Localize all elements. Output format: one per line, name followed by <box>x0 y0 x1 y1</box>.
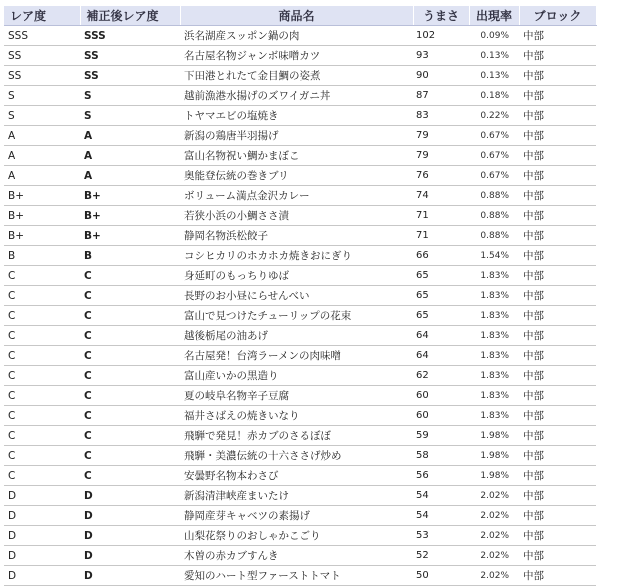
appearance-rate-cell: 1.83% <box>469 306 519 326</box>
appearance-rate-cell: 0.67% <box>469 126 519 146</box>
taste-cell: 52 <box>413 546 469 566</box>
block-cell: 中部 <box>519 266 596 286</box>
block-cell: 中部 <box>519 466 596 486</box>
block-cell: 中部 <box>519 186 596 206</box>
corrected-rarity-cell: S <box>80 106 180 126</box>
product-name-cell: 名古屋発！台湾ラーメンの肉味噌 <box>180 346 413 366</box>
taste-cell: 56 <box>413 466 469 486</box>
appearance-rate-cell: 2.02% <box>469 506 519 526</box>
rarity-cell: C <box>4 426 80 446</box>
appearance-rate-cell: 0.22% <box>469 106 519 126</box>
product-name-cell: 新潟清津峡産まいたけ <box>180 486 413 506</box>
appearance-rate-cell: 0.67% <box>469 166 519 186</box>
taste-cell: 62 <box>413 366 469 386</box>
corrected-rarity-cell: A <box>80 146 180 166</box>
rarity-cell: B+ <box>4 206 80 226</box>
taste-cell: 65 <box>413 306 469 326</box>
rarity-cell: D <box>4 526 80 546</box>
appearance-rate-cell: 2.02% <box>469 486 519 506</box>
taste-cell: 60 <box>413 386 469 406</box>
corrected-rarity-cell: D <box>80 526 180 546</box>
product-name-cell: 愛知のハート型ファーストトマト <box>180 566 413 586</box>
product-name-cell: 浜名湖産スッポン鍋の肉 <box>180 26 413 46</box>
taste-cell: 54 <box>413 486 469 506</box>
rarity-cell: B <box>4 246 80 266</box>
table-row <box>4 426 596 446</box>
block-cell: 中部 <box>519 546 596 566</box>
table-row <box>4 166 596 186</box>
product-name-cell: 越前漁港水揚げのズワイガニ丼 <box>180 86 413 106</box>
appearance-rate-cell: 1.54% <box>469 246 519 266</box>
product-name-cell: 木曽の赤カブすんき <box>180 546 413 566</box>
taste-cell: 71 <box>413 226 469 246</box>
rarity-cell: C <box>4 346 80 366</box>
block-cell: 中部 <box>519 226 596 246</box>
block-cell: 中部 <box>519 446 596 466</box>
product-name-cell: 静岡産芽キャベツの素揚げ <box>180 506 413 526</box>
corrected-rarity-cell: SSS <box>80 26 180 46</box>
table-row <box>4 206 596 226</box>
product-name-cell: 身延町のもっちりゆば <box>180 266 413 286</box>
rarity-cell: D <box>4 566 80 586</box>
product-name-cell: 富山産いかの黒造り <box>180 366 413 386</box>
corrected-rarity-cell: C <box>80 386 180 406</box>
rarity-cell: C <box>4 406 80 426</box>
block-cell: 中部 <box>519 526 596 546</box>
header-rarity[interactable]: レア度 <box>4 6 80 26</box>
taste-cell: 60 <box>413 406 469 426</box>
taste-cell: 71 <box>413 206 469 226</box>
appearance-rate-cell: 0.67% <box>469 146 519 166</box>
header-corrected-rarity[interactable]: 補正後レア度 <box>80 6 180 26</box>
table-row <box>4 86 596 106</box>
block-cell: 中部 <box>519 246 596 266</box>
header-product-name[interactable]: 商品名 <box>180 6 413 26</box>
product-name-cell: 奥能登伝統の巻きブリ <box>180 166 413 186</box>
taste-cell: 54 <box>413 506 469 526</box>
rarity-cell: B+ <box>4 186 80 206</box>
table-row <box>4 466 596 486</box>
taste-cell: 90 <box>413 66 469 86</box>
taste-cell: 64 <box>413 346 469 366</box>
table-row <box>4 266 596 286</box>
corrected-rarity-cell: A <box>80 166 180 186</box>
table-row <box>4 106 596 126</box>
corrected-rarity-cell: SS <box>80 66 180 86</box>
table-row <box>4 146 596 166</box>
block-cell: 中部 <box>519 566 596 586</box>
table-row <box>4 346 596 366</box>
corrected-rarity-cell: C <box>80 266 180 286</box>
appearance-rate-cell: 1.83% <box>469 266 519 286</box>
rarity-cell: D <box>4 486 80 506</box>
rarity-table <box>4 6 597 586</box>
product-name-cell: 静岡名物浜松餃子 <box>180 226 413 246</box>
block-cell: 中部 <box>519 206 596 226</box>
appearance-rate-cell: 2.02% <box>469 526 519 546</box>
table-row <box>4 446 596 466</box>
block-cell: 中部 <box>519 406 596 426</box>
block-cell: 中部 <box>519 366 596 386</box>
block-cell: 中部 <box>519 26 596 46</box>
taste-cell: 65 <box>413 266 469 286</box>
block-cell: 中部 <box>519 346 596 366</box>
block-cell: 中部 <box>519 386 596 406</box>
block-cell: 中部 <box>519 106 596 126</box>
rarity-cell: SSS <box>4 26 80 46</box>
taste-cell: 64 <box>413 326 469 346</box>
table-row <box>4 366 596 386</box>
corrected-rarity-cell: D <box>80 546 180 566</box>
taste-cell: 102 <box>413 26 469 46</box>
corrected-rarity-cell: C <box>80 426 180 446</box>
table-row <box>4 186 596 206</box>
table-row <box>4 286 596 306</box>
product-name-cell: 新潟の鶏唐半羽揚げ <box>180 126 413 146</box>
product-name-cell: 飛騨・美濃伝統の十六ささげ炒め <box>180 446 413 466</box>
product-name-cell: 若狭小浜の小鯛ささ漬 <box>180 206 413 226</box>
table-row <box>4 306 596 326</box>
corrected-rarity-cell: C <box>80 366 180 386</box>
taste-cell: 58 <box>413 446 469 466</box>
taste-cell: 79 <box>413 126 469 146</box>
rarity-cell: D <box>4 506 80 526</box>
appearance-rate-cell: 2.02% <box>469 546 519 566</box>
table-row <box>4 486 596 506</box>
appearance-rate-cell: 2.02% <box>469 566 519 586</box>
rarity-table-container <box>4 6 597 586</box>
rarity-cell: C <box>4 386 80 406</box>
rarity-cell: C <box>4 466 80 486</box>
taste-cell: 87 <box>413 86 469 106</box>
table-row <box>4 326 596 346</box>
appearance-rate-cell: 0.88% <box>469 226 519 246</box>
block-cell: 中部 <box>519 126 596 146</box>
rarity-cell: A <box>4 146 80 166</box>
product-name-cell: 名古屋名物ジャンボ味噌カツ <box>180 46 413 66</box>
corrected-rarity-cell: B+ <box>80 186 180 206</box>
appearance-rate-cell: 1.83% <box>469 326 519 346</box>
product-name-cell: 山梨花祭りのおしゃかこごり <box>180 526 413 546</box>
rarity-cell: S <box>4 106 80 126</box>
table-row <box>4 46 596 66</box>
rarity-cell: A <box>4 126 80 146</box>
header-block[interactable]: ブロック <box>519 6 596 26</box>
rarity-cell: D <box>4 546 80 566</box>
appearance-rate-cell: 0.09% <box>469 26 519 46</box>
block-cell: 中部 <box>519 146 596 166</box>
taste-cell: 65 <box>413 286 469 306</box>
appearance-rate-cell: 0.88% <box>469 186 519 206</box>
rarity-cell: B+ <box>4 226 80 246</box>
rarity-cell: C <box>4 366 80 386</box>
rarity-cell: C <box>4 286 80 306</box>
table-row <box>4 526 596 546</box>
product-name-cell: トヤマエビの塩焼き <box>180 106 413 126</box>
appearance-rate-cell: 0.88% <box>469 206 519 226</box>
rarity-cell: SS <box>4 66 80 86</box>
taste-cell: 74 <box>413 186 469 206</box>
rarity-cell: SS <box>4 46 80 66</box>
taste-cell: 66 <box>413 246 469 266</box>
rarity-cell: S <box>4 86 80 106</box>
rarity-cell: C <box>4 306 80 326</box>
product-name-cell: 長野のお小昼にらせんべい <box>180 286 413 306</box>
product-name-cell: 福井さばえの焼きいなり <box>180 406 413 426</box>
block-cell: 中部 <box>519 306 596 326</box>
taste-cell: 53 <box>413 526 469 546</box>
block-cell: 中部 <box>519 66 596 86</box>
corrected-rarity-cell: A <box>80 126 180 146</box>
table-row <box>4 386 596 406</box>
product-name-cell: 越後栃尾の油あげ <box>180 326 413 346</box>
product-name-cell: 飛騨で発見！赤カブのさるぼぼ <box>180 426 413 446</box>
product-name-cell: コシヒカリのホカホカ焼きおにぎり <box>180 246 413 266</box>
corrected-rarity-cell: S <box>80 86 180 106</box>
block-cell: 中部 <box>519 46 596 66</box>
corrected-rarity-cell: C <box>80 346 180 366</box>
taste-cell: 79 <box>413 146 469 166</box>
corrected-rarity-cell: B+ <box>80 206 180 226</box>
corrected-rarity-cell: C <box>80 306 180 326</box>
table-row <box>4 546 596 566</box>
table-header-row <box>4 6 596 26</box>
block-cell: 中部 <box>519 166 596 186</box>
appearance-rate-cell: 1.83% <box>469 386 519 406</box>
table-row <box>4 126 596 146</box>
appearance-rate-cell: 0.18% <box>469 86 519 106</box>
block-cell: 中部 <box>519 426 596 446</box>
appearance-rate-cell: 1.98% <box>469 426 519 446</box>
header-taste[interactable]: うまさ <box>413 6 469 26</box>
appearance-rate-cell: 1.83% <box>469 346 519 366</box>
corrected-rarity-cell: D <box>80 486 180 506</box>
taste-cell: 83 <box>413 106 469 126</box>
table-row <box>4 66 596 86</box>
appearance-rate-cell: 1.98% <box>469 466 519 486</box>
block-cell: 中部 <box>519 286 596 306</box>
corrected-rarity-cell: C <box>80 326 180 346</box>
block-cell: 中部 <box>519 86 596 106</box>
block-cell: 中部 <box>519 326 596 346</box>
taste-cell: 76 <box>413 166 469 186</box>
appearance-rate-cell: 1.83% <box>469 286 519 306</box>
table-row <box>4 566 596 586</box>
rarity-cell: C <box>4 266 80 286</box>
block-cell: 中部 <box>519 506 596 526</box>
table-body <box>4 26 596 586</box>
rarity-cell: C <box>4 446 80 466</box>
corrected-rarity-cell: D <box>80 506 180 526</box>
taste-cell: 50 <box>413 566 469 586</box>
product-name-cell: 安曇野名物本わさび <box>180 466 413 486</box>
taste-cell: 93 <box>413 46 469 66</box>
appearance-rate-cell: 1.83% <box>469 406 519 426</box>
product-name-cell: 下田港とれたて金目鯛の姿煮 <box>180 66 413 86</box>
table-row <box>4 406 596 426</box>
header-appearance-rate[interactable]: 出現率 <box>469 6 519 26</box>
corrected-rarity-cell: D <box>80 566 180 586</box>
product-name-cell: ボリューム満点金沢カレー <box>180 186 413 206</box>
table-row <box>4 506 596 526</box>
appearance-rate-cell: 1.98% <box>469 446 519 466</box>
corrected-rarity-cell: C <box>80 286 180 306</box>
corrected-rarity-cell: C <box>80 466 180 486</box>
product-name-cell: 富山名物祝い鯛かまぼこ <box>180 146 413 166</box>
corrected-rarity-cell: SS <box>80 46 180 66</box>
corrected-rarity-cell: B <box>80 246 180 266</box>
table-row <box>4 246 596 266</box>
corrected-rarity-cell: C <box>80 406 180 426</box>
taste-cell: 59 <box>413 426 469 446</box>
rarity-cell: A <box>4 166 80 186</box>
rarity-cell: C <box>4 326 80 346</box>
appearance-rate-cell: 1.83% <box>469 366 519 386</box>
appearance-rate-cell: 0.13% <box>469 46 519 66</box>
table-row <box>4 26 596 46</box>
table-row <box>4 226 596 246</box>
appearance-rate-cell: 0.13% <box>469 66 519 86</box>
product-name-cell: 富山で見つけたチューリップの花束 <box>180 306 413 326</box>
product-name-cell: 夏の岐阜名物辛子豆腐 <box>180 386 413 406</box>
block-cell: 中部 <box>519 486 596 506</box>
corrected-rarity-cell: C <box>80 446 180 466</box>
corrected-rarity-cell: B+ <box>80 226 180 246</box>
